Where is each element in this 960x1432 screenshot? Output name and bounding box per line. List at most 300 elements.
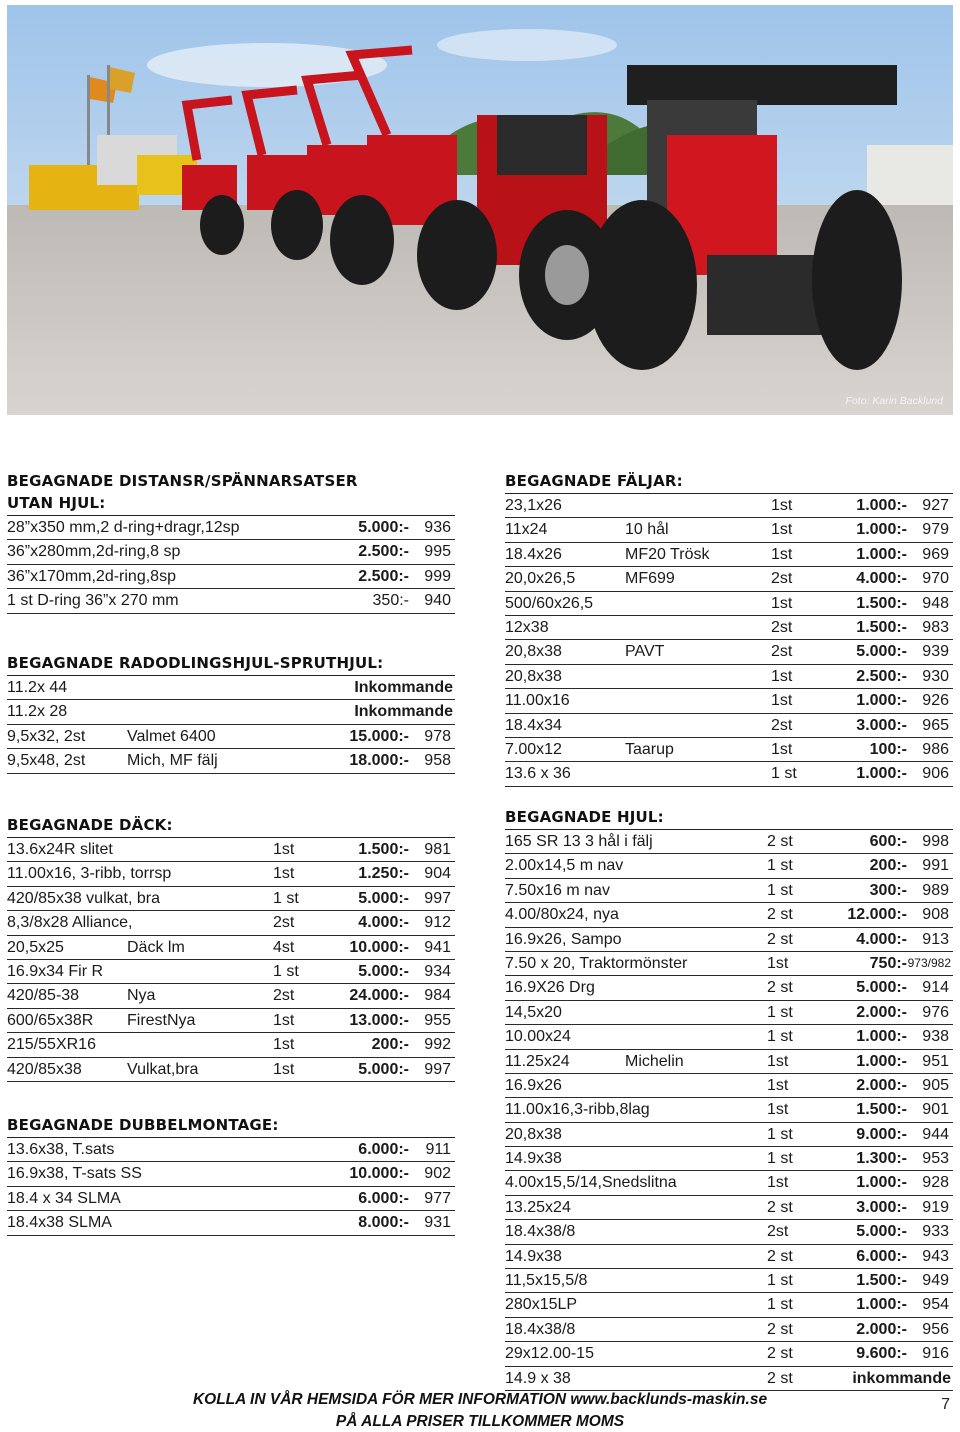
row-size: 600/65x38R — [7, 1011, 94, 1029]
row-qty: 1st — [767, 1076, 789, 1094]
table-row — [505, 1245, 953, 1269]
row-number: 970 — [922, 570, 949, 588]
row-qty: 1 st — [273, 962, 299, 980]
row-note: Taarup — [625, 740, 674, 758]
row-number: 912 — [424, 914, 451, 932]
table-row — [505, 1050, 953, 1074]
row-qty: 1 st — [767, 1125, 793, 1143]
row-price: 6.000:- — [856, 1247, 907, 1265]
row-qty: 1 st — [767, 1296, 793, 1314]
row-number: 906 — [922, 765, 949, 783]
row-size: 20,5x25 — [7, 938, 64, 956]
row-price: 5.000:- — [358, 519, 409, 536]
row-price: 2.500:- — [856, 667, 907, 685]
row-size: 4.00x15,5/14,Snedslitna — [505, 1174, 677, 1192]
row-price: 2.000:- — [856, 1320, 907, 1338]
row-qty: 2 st — [767, 1198, 793, 1216]
row-number: 978 — [424, 727, 451, 745]
row-price: 300:- — [869, 881, 907, 899]
table-row — [7, 1211, 455, 1235]
row-size: 13.6x38, T.sats — [7, 1141, 115, 1158]
row-size: 20,0x26,5 — [505, 570, 576, 588]
row-price: 5.000:- — [856, 979, 907, 997]
row-size: 18.4x38/8 — [505, 1320, 576, 1338]
row-price: 12.000:- — [847, 906, 907, 924]
table-row — [505, 689, 953, 713]
row-price: 600:- — [869, 833, 907, 850]
row-qty: 1st — [273, 865, 295, 883]
row-size: 20,8x38 — [505, 643, 562, 661]
table-row — [505, 1098, 953, 1122]
table-row — [505, 1367, 953, 1391]
row-price: 24.000:- — [349, 987, 409, 1005]
table-row — [505, 1147, 953, 1171]
row-number: 976 — [922, 1003, 949, 1021]
table-row — [505, 1001, 953, 1025]
table-row — [505, 616, 953, 640]
row-note: Valmet 6400 — [127, 727, 216, 745]
table-row — [7, 911, 455, 935]
row-qty: 2 st — [767, 1369, 793, 1387]
table-row — [7, 749, 455, 773]
row-size: 20,8x38 — [505, 667, 562, 685]
row-price: 3.000:- — [856, 1198, 907, 1216]
table-row — [505, 1074, 953, 1098]
row-price: 1.000:- — [856, 497, 907, 514]
table-row — [505, 738, 953, 762]
row-number: 955 — [424, 1011, 451, 1029]
row-price: 200:- — [869, 857, 907, 875]
row-price: 1.000:- — [856, 1052, 907, 1070]
row-price: 1.500:- — [856, 1272, 907, 1290]
row-qty: 2st — [771, 716, 793, 734]
row-size: 280x15LP — [505, 1296, 578, 1314]
row-number: 984 — [424, 987, 451, 1005]
row-number: 939 — [922, 643, 949, 661]
row-price: 1.000:- — [856, 765, 907, 783]
row-size: 14.9x38 — [505, 1150, 562, 1168]
row-price: 4.000:- — [856, 570, 907, 588]
row-number: 977 — [424, 1189, 451, 1207]
row-number: 902 — [424, 1165, 451, 1183]
row-size: 7.00x12 — [505, 740, 562, 758]
row-number: 969 — [922, 545, 949, 563]
dubbel-section — [7, 1114, 455, 1236]
row-price: 2.500:- — [358, 543, 409, 561]
table-row — [7, 1187, 455, 1211]
row-number: 989 — [922, 881, 949, 899]
row-qty: 2st — [767, 1223, 789, 1241]
row-number: 901 — [922, 1101, 949, 1119]
row-size: 23,1x26 — [505, 497, 562, 514]
table-row — [505, 1196, 953, 1220]
row-number: 981 — [424, 841, 451, 858]
row-number: 930 — [922, 667, 949, 685]
row-size: 18.4x34 — [505, 716, 562, 734]
row-qty: 1st — [767, 1174, 789, 1192]
row-note: Vulkat,bra — [127, 1060, 199, 1078]
table-row — [7, 725, 455, 749]
row-size: 11.00x16, 3-ribb, torrsp — [7, 865, 172, 883]
row-number: 998 — [922, 833, 949, 850]
row-size: 11x24 — [505, 521, 548, 539]
row-note: MF20 Trösk — [625, 545, 710, 563]
row-price: Inkommande — [354, 679, 453, 696]
row-number: 927 — [922, 497, 949, 514]
table-row — [7, 984, 455, 1008]
table-row — [505, 1342, 953, 1366]
photo-illustration — [7, 5, 953, 415]
row-qty: 1st — [273, 1011, 295, 1029]
row-note: Mich, MF fälj — [127, 752, 218, 770]
table-row — [7, 589, 455, 613]
row-qty: 1st — [771, 521, 793, 539]
row-number: 926 — [922, 692, 949, 710]
row-qty: 2st — [771, 570, 793, 588]
row-price: 1.500:- — [856, 1101, 907, 1119]
faljar-section — [505, 470, 953, 787]
row-size: 7.50 x 20, Traktormönster — [505, 954, 688, 972]
dubbel-title: BEGAGNADE DUBBELMONTAGE: — [7, 1114, 455, 1138]
row-price: 1.000:- — [856, 1296, 907, 1314]
row-note: Michelin — [625, 1052, 684, 1070]
row-price: 1.500:- — [856, 618, 907, 636]
row-price: 2.000:- — [856, 1003, 907, 1021]
row-size: 14,5x20 — [505, 1003, 562, 1021]
row-price: 5.000:- — [856, 1223, 907, 1241]
table-row — [505, 592, 953, 616]
row-desc: 36”x280mm,2d-ring,8 sp — [7, 543, 181, 561]
distans-section — [7, 470, 455, 614]
row-number: 965 — [922, 716, 949, 734]
table-row — [505, 928, 953, 952]
row-size: 14.9 x 38 — [505, 1369, 571, 1387]
table-row — [505, 1025, 953, 1049]
row-qty: 2 st — [767, 930, 793, 948]
row-price: 350:- — [372, 592, 409, 610]
row-size: 8,3/8x28 Alliance, — [7, 914, 133, 932]
row-number: 944 — [922, 1125, 949, 1143]
row-desc: 1 st D-ring 36”x 270 mm — [7, 592, 179, 610]
row-qty: 1st — [771, 740, 793, 758]
row-number: 919 — [922, 1198, 949, 1216]
row-qty: 2 st — [767, 1247, 793, 1265]
row-qty: 2st — [771, 643, 793, 661]
row-qty: 2 st — [767, 833, 793, 850]
row-qty: 1st — [767, 1052, 789, 1070]
table-row — [505, 762, 953, 786]
row-price: 1.000:- — [856, 1028, 907, 1046]
row-price: 10.000:- — [349, 938, 409, 956]
distans-title — [7, 470, 455, 516]
row-size: 4.00/80x24, nya — [505, 906, 619, 924]
row-qty: 2st — [273, 914, 295, 932]
table-row — [7, 565, 455, 589]
row-size: 11.2x 28 — [7, 703, 68, 721]
row-number: 940 — [424, 592, 451, 610]
row-price: Inkommande — [354, 703, 453, 721]
row-size: 420/85x38 — [7, 1060, 82, 1078]
table-row — [505, 567, 953, 591]
row-price: 1.000:- — [856, 521, 907, 539]
row-price: 4.000:- — [856, 930, 907, 948]
row-size: 10.00x24 — [505, 1028, 571, 1046]
row-qty: 1st — [273, 1060, 295, 1078]
table-row — [505, 1123, 953, 1147]
row-number: 997 — [424, 889, 451, 907]
row-number: 951 — [922, 1052, 949, 1070]
row-number: 997 — [424, 1060, 451, 1078]
row-qty: 4st — [273, 938, 295, 956]
row-size: 16.9X26 Drg — [505, 979, 595, 997]
row-number: 973/982 — [907, 955, 951, 970]
row-size: 11.00x16 — [505, 692, 570, 710]
table-row — [505, 1293, 953, 1317]
row-qty: 2st — [273, 987, 295, 1005]
row-qty: 2 st — [767, 979, 793, 997]
row-price: 5.000:- — [856, 643, 907, 661]
row-qty: 1st — [771, 667, 793, 685]
row-size: 165 SR 13 3 hål i fälj — [505, 833, 653, 850]
row-qty: 2 st — [767, 906, 793, 924]
hjul-section — [505, 806, 953, 1391]
row-size: 9,5x48, 2st — [7, 752, 86, 770]
row-desc: 28”x350 mm,2 d-ring+dragr,12sp — [7, 519, 240, 536]
row-number: 956 — [922, 1320, 949, 1338]
row-qty: 1st — [771, 692, 793, 710]
row-size: 18.4x38/8 — [505, 1223, 576, 1241]
row-size: 13.6x24R slitet — [7, 841, 113, 858]
row-size: 12x38 — [505, 618, 549, 636]
row-note: 10 hål — [625, 521, 669, 539]
table-row — [7, 936, 455, 960]
row-size: 13.6 x 36 — [505, 765, 571, 783]
row-price: 750:- — [869, 954, 907, 972]
row-price: inkommande — [852, 1369, 951, 1387]
hjul-title: BEGAGNADE HJUL: — [505, 806, 953, 830]
table-row — [505, 1318, 953, 1342]
row-qty: 1 st — [273, 889, 299, 907]
row-number: 916 — [922, 1345, 949, 1363]
row-number: 908 — [922, 906, 949, 924]
table-row — [505, 640, 953, 664]
table-row — [7, 1162, 455, 1186]
row-number: 948 — [922, 594, 949, 612]
distans-title-line2: UTAN HJUL: — [7, 494, 106, 512]
table-row — [7, 516, 455, 540]
table-row — [505, 879, 953, 903]
row-number: 999 — [424, 567, 451, 585]
row-price: 1.300:- — [856, 1150, 907, 1168]
row-qty: 1 st — [767, 881, 793, 899]
row-number: 933 — [922, 1223, 949, 1241]
row-price: 1.000:- — [856, 1174, 907, 1192]
table-row — [505, 518, 953, 542]
row-qty: 1st — [771, 497, 793, 514]
tractor-lineup-photo — [7, 5, 953, 415]
table-row — [505, 1171, 953, 1195]
row-size: 500/60x26,5 — [505, 594, 594, 612]
row-price: 6.000:- — [358, 1141, 409, 1158]
row-price: 100:- — [869, 740, 907, 758]
row-size: 16.9x26 — [505, 1076, 562, 1094]
row-number: 938 — [922, 1028, 949, 1046]
row-size: 7.50x16 m nav — [505, 881, 610, 899]
table-row — [505, 952, 953, 976]
row-price: 2.000:- — [856, 1076, 907, 1094]
row-price: 18.000:- — [349, 752, 409, 770]
row-qty: 1st — [771, 545, 793, 563]
row-price: 8.000:- — [358, 1214, 409, 1232]
radodling-section — [7, 652, 455, 774]
row-price: 1.500:- — [358, 841, 409, 858]
row-size: 9,5x32, 2st — [7, 727, 86, 745]
row-qty: 2 st — [767, 1320, 793, 1338]
row-size: 420/85x38 vulkat, bra — [7, 889, 160, 907]
row-number: 986 — [922, 740, 949, 758]
row-price: 5.000:- — [358, 962, 409, 980]
row-price: 1.000:- — [856, 545, 907, 563]
row-size: 14.9x38 — [505, 1247, 562, 1265]
table-row — [7, 700, 455, 724]
distans-title-line1: BEGAGNADE DISTANSR/SPÄNNARSATSER — [7, 472, 358, 490]
row-number: 911 — [425, 1141, 451, 1158]
row-qty: 1 st — [767, 1028, 793, 1046]
row-price: 4.000:- — [358, 914, 409, 932]
table-row — [505, 830, 953, 854]
row-number: 928 — [922, 1174, 949, 1192]
row-number: 913 — [922, 930, 949, 948]
row-number: 995 — [424, 543, 451, 561]
row-qty: 1 st — [771, 765, 797, 783]
row-size: 2.00x14,5 m nav — [505, 857, 624, 875]
table-row — [7, 1138, 455, 1162]
table-row — [505, 903, 953, 927]
page-number: 7 — [941, 1396, 950, 1413]
row-size: 18.4x38 SLMA — [7, 1214, 112, 1232]
row-qty: 1 st — [767, 1003, 793, 1021]
row-number: 991 — [922, 857, 949, 875]
row-size: 11,5x15,5/8 — [505, 1272, 588, 1290]
table-row — [505, 665, 953, 689]
table-row — [7, 862, 455, 886]
table-row — [505, 494, 953, 518]
row-number: 905 — [922, 1076, 949, 1094]
row-size: 13.25x24 — [505, 1198, 571, 1216]
row-note: PAVT — [625, 643, 665, 661]
table-row — [7, 540, 455, 564]
dack-section — [7, 814, 455, 1082]
row-price: 5.000:- — [358, 1060, 409, 1078]
row-size: 18.4x26 — [505, 545, 562, 563]
row-number: 958 — [424, 752, 451, 770]
row-number: 992 — [424, 1036, 451, 1054]
table-row — [7, 1009, 455, 1033]
table-row — [505, 854, 953, 878]
row-number: 936 — [424, 519, 451, 536]
row-price: 15.000:- — [349, 727, 409, 745]
row-note: FirestNya — [127, 1011, 196, 1029]
row-number: 954 — [922, 1296, 949, 1314]
row-price: 3.000:- — [856, 716, 907, 734]
table-row — [505, 1220, 953, 1244]
table-row — [7, 887, 455, 911]
table-row — [7, 676, 455, 700]
row-size: 11.2x 44 — [7, 679, 68, 696]
row-number: 931 — [424, 1214, 451, 1232]
radodling-title: BEGAGNADE RADODLINGSHJUL-SPRUTHJUL: — [7, 652, 455, 676]
row-number: 941 — [424, 938, 451, 956]
table-row — [7, 838, 455, 862]
row-size: 16.9x38, T-sats SS — [7, 1165, 142, 1183]
row-price: 2.500:- — [358, 567, 409, 585]
row-qty: 1 st — [767, 857, 793, 875]
row-price: 5.000:- — [358, 889, 409, 907]
row-qty: 1st — [771, 594, 793, 612]
row-note: MF699 — [625, 570, 675, 588]
dack-title: BEGAGNADE DÄCK: — [7, 814, 455, 838]
table-row — [505, 976, 953, 1000]
row-note: Däck lm — [127, 938, 185, 956]
row-number: 934 — [424, 962, 451, 980]
row-size: 29x12.00-15 — [505, 1345, 594, 1363]
row-qty: 2st — [771, 618, 793, 636]
row-price: 6.000:- — [358, 1189, 409, 1207]
table-row — [7, 1058, 455, 1082]
row-size: 215/55XR16 — [7, 1036, 96, 1054]
row-qty: 1st — [273, 1036, 295, 1054]
row-price: 9.600:- — [856, 1345, 907, 1363]
table-row — [505, 1269, 953, 1293]
photo-credit: Foto: Karin Backlund — [845, 395, 943, 407]
row-size: 20,8x38 — [505, 1125, 562, 1143]
row-price: 1.500:- — [856, 594, 907, 612]
row-qty: 2 st — [767, 1345, 793, 1363]
footer-website: KOLLA IN VÅR HEMSIDA FÖR MER INFORMATION www.backlunds-maskin.se — [192, 1391, 768, 1408]
row-qty: 1st — [767, 1101, 789, 1119]
row-number: 914 — [922, 979, 949, 997]
row-size: 16.9x26, Sampo — [505, 930, 622, 948]
row-size: 16.9x34 Fir R — [7, 962, 104, 980]
row-number: 943 — [922, 1247, 949, 1265]
table-row — [7, 960, 455, 984]
row-price: 10.000:- — [349, 1165, 409, 1183]
row-number: 953 — [922, 1150, 949, 1168]
row-number: 979 — [922, 521, 949, 539]
row-number: 949 — [922, 1272, 949, 1290]
row-desc: 36”x170mm,2d-ring,8sp — [7, 567, 176, 585]
row-number: 983 — [922, 618, 949, 636]
row-price: 200:- — [371, 1036, 409, 1054]
footer-vat-note: PÅ ALLA PRISER TILLKOMMER MOMS — [335, 1413, 625, 1430]
row-price: 1.250:- — [358, 865, 409, 883]
row-qty: 1st — [767, 954, 789, 972]
row-price: 1.000:- — [856, 692, 907, 710]
row-qty: 1 st — [767, 1150, 793, 1168]
row-qty: 1st — [273, 841, 295, 858]
row-note: Nya — [127, 987, 156, 1005]
row-qty: 1 st — [767, 1272, 793, 1290]
row-price: 13.000:- — [349, 1011, 409, 1029]
row-size: 420/85-38 — [7, 987, 80, 1005]
table-row — [505, 714, 953, 738]
faljar-title: BEGAGNADE FÄLJAR: — [505, 470, 953, 494]
row-size: 11.25x24 — [505, 1052, 570, 1070]
row-price: 9.000:- — [856, 1125, 907, 1143]
row-size: 18.4 x 34 SLMA — [7, 1189, 121, 1207]
row-size: 11.00x16,3-ribb,8lag — [505, 1101, 650, 1119]
table-row — [505, 543, 953, 567]
